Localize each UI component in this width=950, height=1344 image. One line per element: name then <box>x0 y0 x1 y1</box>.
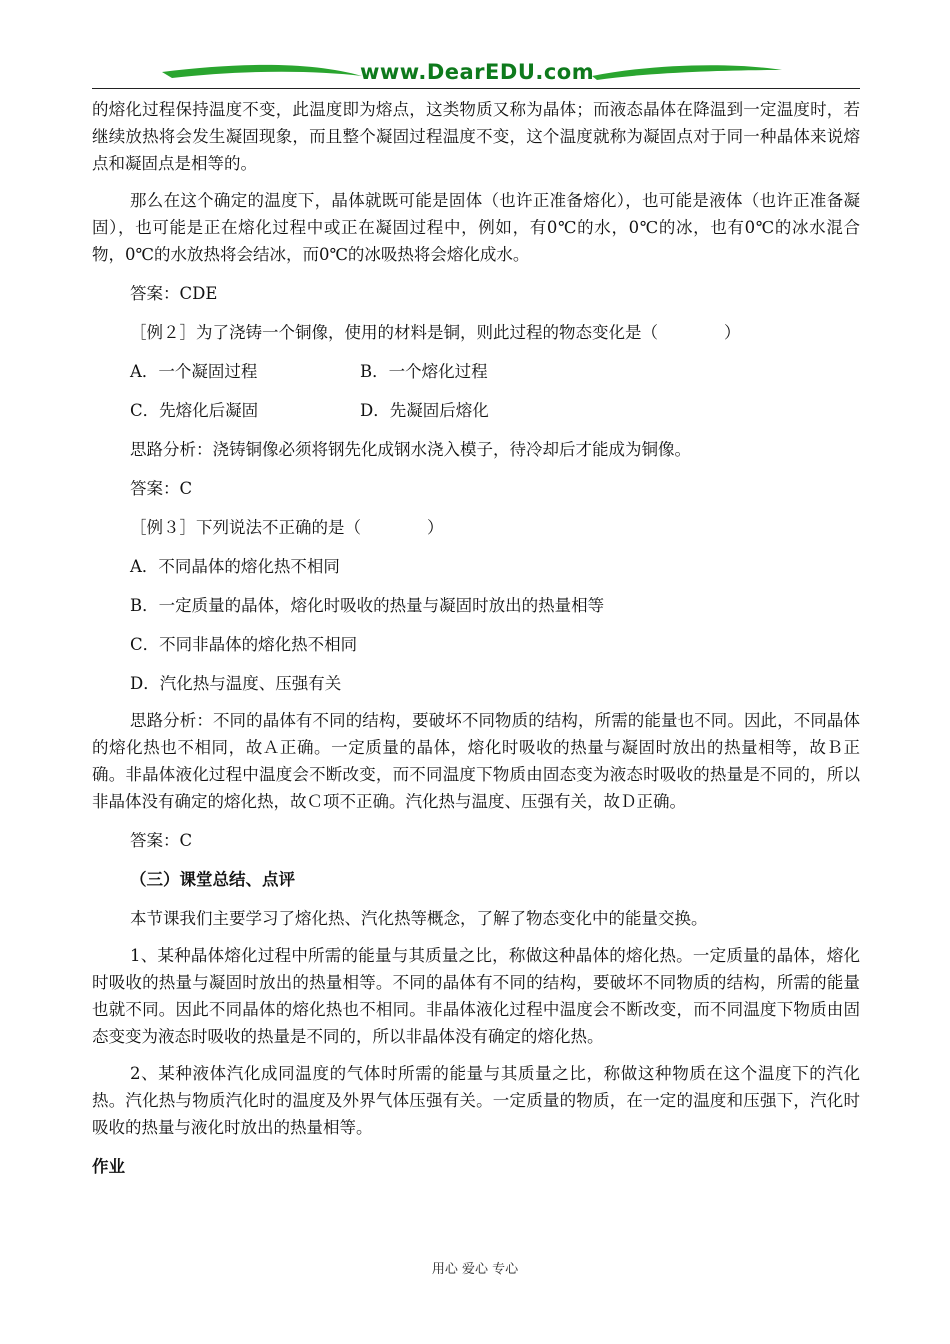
example-3-option-b: B．一定质量的晶体，熔化时吸收的热量与凝固时放出的热量相等 <box>130 596 605 615</box>
example-2-option-d: D．先凝固后熔化 <box>360 401 489 420</box>
summary-point-2: 2、某种液体汽化成同温度的气体时所需的能量与其质量之比，称做这种物质在这个温度下的汽化热。汽化热与物质汽化时的温度及外界气体压强有关。一定质量的物质，在一定的温度和压强下，汽化时吸收的热量与液化时放出的热量相等。 <box>92 1064 860 1137</box>
header-brand: www.DearEDU.com <box>360 60 595 84</box>
paragraph-melting-point: 的熔化过程保持温度不变，此温度即为熔点，这类物质又称为晶体；而液态晶体在降温到一定温度时，若继续放热将会发生凝固现象，而且整个凝固过程温度不变，这个温度就称为凝固点对于同一种晶体来说熔点和凝固点是相等的。 <box>92 100 860 173</box>
answer-2: 答案：C <box>130 479 193 498</box>
document-body <box>92 96 860 1180</box>
example-3-option-a: A．不同晶体的熔化热不相同 <box>130 557 340 576</box>
right-swoosh-icon <box>592 65 782 80</box>
example-3-question: ［例３］下列说法不正确的是（ ） <box>130 518 444 537</box>
summary-intro: 本节课我们主要学习了熔化热、汽化热等概念，了解了物态变化中的能量交换。 <box>130 909 708 928</box>
homework-heading: 作业 <box>92 1157 125 1176</box>
example-2-option-c: C．先熔化后凝固 <box>130 401 259 420</box>
page-footer: 用心 爱心 专心 <box>431 1262 519 1277</box>
example-2-options-row-2 <box>92 397 860 424</box>
answer-3: 答案：C <box>130 831 193 850</box>
example-3-option-c: C．不同非晶体的熔化热不相同 <box>130 635 358 654</box>
section-heading-summary: （三）课堂总结、点评 <box>130 870 295 889</box>
example-2-analysis: 思路分析：浇铸铜像必须将钢先化成钢水浇入模子，待冷却后才能成为铜像。 <box>130 440 691 459</box>
paragraph-phase-states: 那么在这个确定的温度下，晶体就既可能是固体（也许正准备熔化），也可能是液体（也许正准备凝固），也可能是正在熔化过程中或正在凝固过程中，例如，有0℃的水，0℃的冰，也有0℃的冰水混合物，0℃的水放热将会结冰，而0℃的冰吸热将会熔化成水。 <box>92 191 860 264</box>
example-2-question: ［例２］为了浇铸一个铜像，使用的材料是铜，则此过程的物态变化是（ ） <box>130 323 741 342</box>
example-2-options-row-1 <box>92 358 860 385</box>
left-swoosh-icon <box>162 65 362 78</box>
example-3-option-d: D．汽化热与温度、压强有关 <box>130 674 342 693</box>
example-2-option-a: A．一个凝固过程 <box>130 362 258 381</box>
summary-point-1: 1、某种晶体熔化过程中所需的能量与其质量之比，称做这种晶体的熔化热。一定质量的晶体，熔化时吸收的热量与凝固时放出的热量相等。不同的晶体有不同的结构，要破坏不同物质的结构，所需的能量也就不同。因此不同晶体的熔化热也不相同。非晶体液化过程中温度会不断改变，而不同温度下物质由固态变变为液态时吸收的热量是不同的，所以非晶体没有确定的熔化热。 <box>92 946 860 1046</box>
example-3-analysis: 思路分析：不同的晶体有不同的结构，要破坏不同物质的结构，所需的能量也不同。因此，不同晶体的熔化热也不相同，故Ａ正确。一定质量的晶体，熔化时吸收的热量与凝固时放出的热量相等，故Ｂ正确。非晶体液化过程中温度会不断改变，而不同温度下物质由固态变为液态时吸收的热量是不同的，所以非晶体没有确定的熔化热，故Ｃ项不正确。汽化热与温度、压强有关，故Ｄ正确。 <box>92 711 860 811</box>
answer-1: 答案：CDE <box>130 284 218 303</box>
example-2-option-b: B．一个熔化过程 <box>360 362 488 381</box>
header-divider <box>92 88 860 89</box>
